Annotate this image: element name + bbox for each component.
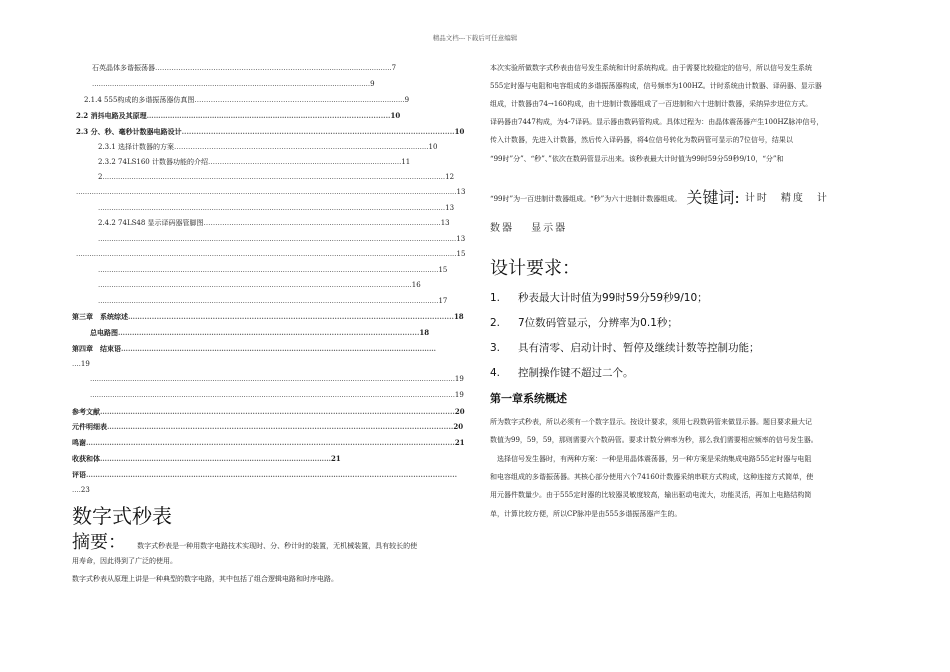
toc-entry[interactable]: ............................................................................................................................................................13 bbox=[98, 204, 455, 212]
toc-entry[interactable]: 元件明细表…………………..........................................................................................................................20 bbox=[72, 422, 464, 431]
abstract-text: 数字式秒表是一种用数字电路技术实现时、分、秒计时的装置，无机械装置，具有较长的使 bbox=[137, 542, 418, 550]
intro-line: 译码器由7447构成，为4-7译码。显示器由数码管构成。具体过程为：由晶体震荡器产生100HZ脉冲信号， bbox=[490, 118, 824, 126]
abstract-label: 摘要： bbox=[72, 532, 126, 553]
toc-entry[interactable]: 鸣谢…………….........................................................................................................................................21 bbox=[72, 438, 465, 447]
toc-entry[interactable]: .............................................................................................................................9 bbox=[92, 80, 375, 88]
intro-line: 组成，计数器由74→160构成，由十进制计数器组成了一百进制和六十进制计数器，采纳异步进位方式。 bbox=[490, 100, 813, 108]
toc-entry[interactable]: 2.3.1 选择计数器的方案……………………………………………………………..........................................10 bbox=[98, 143, 438, 151]
toc-entry[interactable]: 2.3.2 74LS160 计数器功能的介绍…………………………………..............................................11 bbox=[98, 158, 411, 166]
intro-line: 传入计数器，先进入计数器，然后传入译码器，将4位信号转化为数码管可显示的7位信号，结果以 bbox=[490, 136, 793, 144]
page-header: 精品文档---下载后可任意编辑 bbox=[432, 34, 518, 42]
toc-entry[interactable]: ....23 bbox=[72, 486, 90, 494]
toc-entry[interactable]: ....................................................................................................................................................................19 bbox=[90, 391, 464, 399]
toc-entry[interactable]: 总电路图…………………………………………………………………….................................................18 bbox=[90, 328, 430, 337]
toc-entry[interactable]: .........................................................................................................................................................15 bbox=[98, 266, 448, 274]
toc-entry[interactable]: .................................................................................................................................................................13 bbox=[98, 235, 466, 243]
toc-entry[interactable]: 石英晶体多谐振荡器……………………………………………………………..................................7 bbox=[92, 64, 397, 72]
chapter-1-line: 数值为99，59，59，那则需要六个数码管。要求计数分辨率为秒，那么我们需要相应频率的信号发生器。 bbox=[490, 436, 818, 444]
chapter-1-line: 选择信号发生器时，有两种方案：一种是用晶体震荡器，另一种方案是采纳集成电路555定时器与电阻 bbox=[490, 455, 812, 463]
intro-line: 555定时器与电阻和电容组成的多谐振荡器构成，信号频率为100HZ。计时系统由计数器、译码器、显示器 bbox=[490, 82, 822, 90]
toc-entry[interactable]: .............................................................................................................................................16 bbox=[98, 281, 421, 289]
toc-entry[interactable]: 参考文献……………………………..................................................................................................................20 bbox=[72, 407, 465, 416]
toc-entry[interactable]: ....................................................................................................................................................................19 bbox=[90, 375, 464, 383]
abstract-text: 用寿命，因此得到了广泛的使用。 bbox=[72, 557, 177, 565]
keywords-line bbox=[490, 185, 829, 208]
toc-entry[interactable]: 2.4.2 74LS48 显示译码器管脚图…………..............................................................................................13 bbox=[98, 219, 450, 227]
design-requirements-title: 设计要求： bbox=[490, 258, 580, 279]
chapter-1-line: 所为数字式秒表，所以必须有一个数字显示。按设计要求，须用七段数码管来做显示器。题目要求最大记 bbox=[490, 418, 812, 426]
intro-line: “99时”分”、“秒”、”依次在数码管显示出来。该秒表最大计时值为99时59分59秒9/10，“分”和 bbox=[490, 155, 784, 163]
toc-entry[interactable]: ....19 bbox=[72, 360, 90, 368]
abstract bbox=[72, 528, 417, 554]
abstract-text: 数字式秒表从原理上讲是一种典型的数字电路，其中包括了组合逻辑电路和时序电路。 bbox=[72, 575, 338, 583]
intro-line: “99时”为一百进制计数器组成。“秒”为六十进制计数器组成。 bbox=[490, 195, 682, 203]
requirement-item: 1. 秒表最大计时值为99时59分59秒9/10； bbox=[490, 292, 708, 304]
toc-entry[interactable]: 2..........................................................................................................................................................12 bbox=[98, 173, 455, 181]
keywords-text: 数器 显示器 bbox=[490, 223, 568, 234]
requirement-item: 4. 控制操作键不超过二个。 bbox=[490, 367, 634, 379]
document-title: 数字式秒表 bbox=[72, 504, 172, 528]
toc-entry[interactable]: 评语………………………………………………………………………………………………….............................................. bbox=[72, 470, 458, 479]
requirement-item: 2. 7位数码管显示，分辨率为0.1秒； bbox=[490, 317, 678, 329]
keywords-text: 计时 精度 计 bbox=[744, 193, 829, 204]
toc-entry[interactable]: 收获和体………………………………………………………………………………………21 bbox=[72, 454, 341, 463]
chapter-1-line: 用元器件数量少。由于555定时器的比较器灵敏度较高，输出驱动电流大，功能灵活，再加上电路结构简 bbox=[490, 491, 812, 499]
toc-entry[interactable]: ...........................................................................................................................................................................13 bbox=[76, 188, 466, 196]
toc-entry[interactable]: 2.2 消抖电路及其原理……………………………………………………………..................................10 bbox=[76, 111, 401, 120]
toc-entry[interactable]: ...........................................................................................................................................................................15 bbox=[76, 250, 466, 258]
chapter-1-line: 单，计算比较方便，所以CP脉冲是由555多谐振荡器产生的。 bbox=[490, 510, 682, 518]
chapter-1-line: 和电容组成的多谐振荡器。其核心部分使用六个74160计数器采纳串联方式构成，这种连接方式简单，使 bbox=[490, 473, 814, 481]
chapter-1-title: 第一章系统概述 bbox=[490, 392, 567, 405]
toc-entry[interactable]: .........................................................................................................................................................17 bbox=[98, 297, 448, 305]
intro-line: 本次实验所做数字式秒表由信号发生系统和计时系统构成。由于需要比较稳定的信号，所以信号发生系统 bbox=[490, 64, 812, 72]
requirement-item: 3. 具有清零、启动计时、暂停及继续计数等控制功能； bbox=[490, 342, 760, 354]
toc-entry[interactable]: 2.1.4 555构成的多谐振荡器仿真图…………………………………………….........................................9 bbox=[84, 96, 410, 104]
keywords-label: 关键词: bbox=[686, 188, 740, 207]
toc-entry[interactable]: 第三章 系统综述……................................................................................................................................18 bbox=[72, 312, 464, 321]
toc-entry[interactable]: 第四章 结束语……………………………………………………………………………………………………………………… bbox=[72, 344, 436, 353]
toc-entry[interactable]: 2.3 分、秒、毫秒计数器电路设计................................................................................................................10 bbox=[76, 127, 465, 136]
